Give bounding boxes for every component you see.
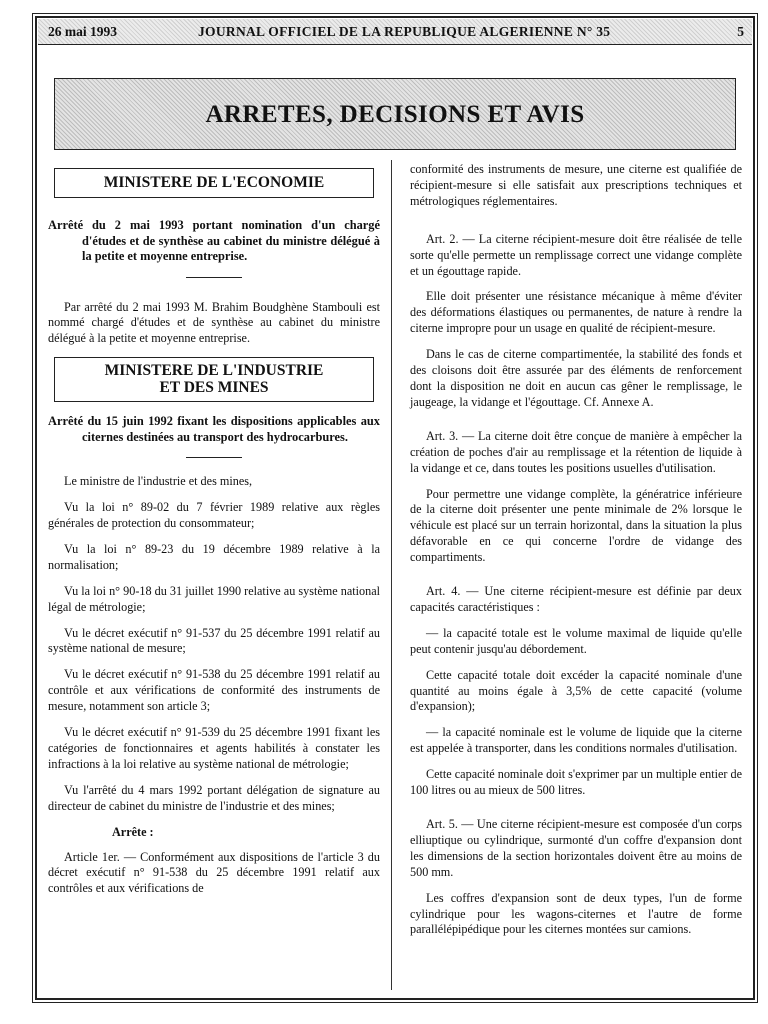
ministry-industry-line2: ET DES MINES [159,379,269,397]
decree-1-body: Par arrêté du 2 mai 1993 M. Brahim Boudghène Stambouli est nommé chargé d'études et de synthèse au cabinet du ministre délégué à la petite et moyenne entreprise. [48,299,380,346]
paragraph: Les coffres d'expansion sont de deux types, l'un de forme cylindrique pour les wagons-citernes et l'autre de forme parallélépipédique pour les citernes montées sur camions. [410,890,742,937]
paragraph: conformité des instruments de mesure, une citerne est qualifiée de récipient-mesure si elle satisfait aux prescriptions techniques et métrologiques réglementaires. [410,162,742,208]
journal-header [38,19,752,45]
paragraph: — la capacité totale est le volume maximal de liquide qu'elle peut contenir jusqu'au débordement. [410,625,742,656]
paragraph: Vu le décret exécutif n° 91-537 du 25 décembre 1991 relatif au système national de mesure; [48,625,380,656]
paragraph: Vu la loi n° 89-23 du 19 décembre 1989 relative à la normalisation; [48,541,380,572]
paragraph: Art. 2. — La citerne récipient-mesure doit être réalisée de telle sorte qu'elle permette un remplissage correct une vidange complète et un égouttage rapide. [410,231,742,278]
section-title: ARRETES, DECISIONS ET AVIS [205,101,585,128]
decree-1-title: Arrêté du 2 mai 1993 portant nomination d'un chargé d'études et de synthèse au cabinet du ministre délégué à la petite et moyenne entreprise. [48,218,380,263]
paragraph: Vu la loi n° 89-02 du 7 février 1989 relative aux règles générales de protection du consommateur; [48,500,380,531]
paragraph: Art. 4. — Une citerne récipient-mesure est définie par deux capacités caractéristiques : [410,584,742,614]
paragraph: Le ministre de l'industrie et des mines, [64,474,253,489]
paragraph: Cette capacité totale doit excéder la capacité nominale d'une quantité au moins égale à 3,5% de cette capacité (volume d'expansion); [410,667,742,714]
ministry-economy-box [54,168,374,198]
column-divider [391,160,392,990]
separator-rule [186,277,242,278]
separator-rule [186,457,242,458]
paragraph: Art. 3. — La citerne doit être conçue de manière à empêcher la création de poches d'air au remplissage et la rétention de liquide à la vidange et ce, dans toutes les positions usuelles d'utilisation. [410,428,742,475]
right-column [410,162,742,938]
paragraph: Pour permettre une vidange complète, la génératrice inférieure de la citerne doit présenter une pente minimale de 2% lorsque le véhicule est placé sur un terrain horizontal, dans la situation la plus défavorable en ce qui concerne l'ordre de vidange des compartiments. [410,486,742,565]
section-banner [54,78,736,150]
page-number: 5 [737,24,744,39]
decree-2-title: Arrêté du 15 juin 1992 fixant les dispositions applicables aux citernes destinées au transport des hydrocarbures. [48,414,380,444]
paragraph: Vu le décret exécutif n° 91-538 du 25 décembre 1991 relatif au contrôle et aux vérifications de conformité des instruments de mesure, notamment son article 3; [48,667,380,714]
paragraph: Vu le décret exécutif n° 91-539 du 25 décembre 1991 fixant les catégories de fonctionnaires et agents habilités à constater les infractions à la loi relative au système national de métrologie; [48,725,380,771]
left-column [48,162,380,897]
paragraph: Vu l'arrêté du 4 mars 1992 portant délégation de signature au directeur de cabinet du ministre de l'industrie et des mines; [48,782,380,813]
issue-date: 26 mai 1993 [48,24,117,39]
journal-title: JOURNAL OFFICIEL DE LA REPUBLIQUE ALGERIENNE N° 35 [198,24,611,39]
paragraph: Elle doit présenter une résistance mécanique à même d'éviter des déformations élastiques ou permanentes, de nature à rendre la citerne impropre pour un usage en qualité de récipient-mesure. [410,289,742,336]
paragraph: Vu la loi n° 90-18 du 31 juillet 1990 relative au système national légal de métrologie; [48,583,380,614]
paragraph: — la capacité nominale est le volume de liquide que la citerne est appelée à transporter, dans les conditions normales d'utilisation. [410,725,742,756]
ministry-industry-line1: MINISTERE DE L'INDUSTRIE [104,362,324,380]
ministry-economy-title: MINISTERE DE L'ECONOMIE [103,174,325,191]
paragraph: Cette capacité nominale doit s'exprimer par un multiple entier de 100 litres ou au mieux de 500 litres. [410,767,742,798]
article-1: Article 1er. — Conformément aux dispositions de l'article 3 du décret exécutif n° 91-538 du 25 décembre 1991 relatif aux contrôles et aux vérifications de [48,849,380,896]
paragraph: Art. 5. — Une citerne récipient-mesure est composée d'un corps elliuptique ou cylindrique, surmonté d'un coffre d'expansion dont les dimensions de la section horizontales doivent être au moins de 500 mm. [410,817,742,879]
arrete-heading: Arrête : [112,824,154,839]
ministry-industry-box [54,357,374,402]
paragraph: Dans le cas de citerne compartimentée, la stabilité des fonds et des cloisons doit être assurée par des éléments de renforcement dont la disposition ne doit en aucun cas gêner le remplissage, le jaugeage, la vidange et l'égouttage. Cf. Annexe A. [410,347,742,409]
